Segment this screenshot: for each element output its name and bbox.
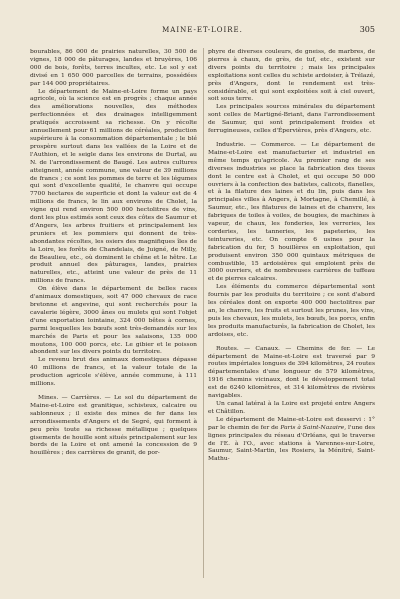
paragraph: bourables, 86 000 de prairies naturelles, 30 500 de vignes, 18 000 de pâturages, landes et bruyères, 106 000 de bois, forêts, terres incultes, etc. Le sol y est divisé en 1 650 000 parcelles de terrains, possédées par 144 000 propriétaires. (30, 48, 197, 87)
page-number: 305 (359, 25, 375, 34)
section-heading-routes: Routes. — Canaux. — Chemins de fer. — (216, 344, 363, 352)
page-header (30, 24, 375, 40)
paragraph-text: Le département de Maine-et-Loire est traversé par 9 routes impériales longues de 394 kilomètres, 24 routes départementales d'une longueur de 579 kilomètres, 1916 chemins vicinaux, dont le développement total est de 6240 kilomètres, et 314 kilomètres de rivières navigables. (208, 344, 375, 400)
paragraph: Les principales sources minérales du département sont celles de Martigné-Briant, dans l'arrondissement de Saumur, qui sont principalement froides et ferrugineuses, celles d'Épervières, près d'Angers, etc. (208, 103, 375, 135)
paragraph-text: , l'une des lignes principales du réseau d'Orléans, qui le traverse de l'E. à l'O., avec stations à Varennes-sur-Loire, Saumur, Saint-Martin, les Rosiers, la Ménitré, Saint-Mathu- (208, 423, 375, 463)
paragraph (208, 416, 375, 463)
section-paragraph-routes (208, 345, 375, 400)
paragraph: Le département de Maine-et-Loire forme un pays agricole, où la science est en progrès ; chaque année des améliorations nouvelles, des méthodes perfectionnées et des drainages intelligemment pratiqués accroissent sa richesse. On y récolte annuellement pour 61 millions de céréales, production supérieure à la consommation départementale ; le blé prospère surtout dans les vallées de la Loire et de l'Authion, et le seigle dans les environs de Durtal, au N. de l'arrondissement de Baugé. Les autres cultures atteignent, année commune, une valeur de 39 millions de francs ; ce sont les pommes de terre et les légumes qui sont d'excellente qualité, le chanvre qui occupe 7700 hectares de superficie et dont la valeur est de 4 millions de francs, le lin aux environs de Cholet, la vigne qui rend environ 500 000 hectolitres de vins, dont les plus estimés sont ceux des côtes de Saumur et d'Angers, les arbres fruitiers et principalement les pruniers et les pommiers qui donnent de très-abondantes récoltes, les osiers des magnifiques îles de la Loire, les forêts de Chandelais, de Juigné, de Milly, de Beaulieu, etc., où dominent le chêne et le hêtre. Le produit annuel des pâturages, landes, prairies naturelles, etc., atteint une valeur de près de 11 millions de francs. (30, 87, 197, 285)
section-paragraph-mines (30, 394, 197, 457)
paragraph: Un canal latéral à la Loire est projeté entre Angers et Châtillon. (208, 399, 375, 415)
paragraph-text: Le sol du département de Maine-et-Loire est granitique, schisteux, calcaire ou sablonneux ; il existe des mines de fer dans les arrondissements d'Angers et de Segré, qui forment à peu près toute sa richesse métallique ; quelques gisements de houille sont situés principalement sur les bords de la Loire et ont amené la concession de 9 houillères ; des carrières de granit, de por- (30, 393, 198, 457)
running-title: MAINE-ET-LOIRE. (162, 26, 243, 34)
section-heading-mines: Mines. — Carrières. — (38, 393, 111, 401)
paragraph: Les éléments du commerce départemental sont fournis par les produits du territoire ; ce sont d'abord les céréales dont on exporte 400 000 hectolitres par an, le chanvre, les fruits et surtout les prunes, les vins, puis les chevaux, les mulets, les bœufs, les porcs, enfin les produits manufacturés, la fabrication de Cholet, les ardoises, etc. (208, 283, 375, 338)
paragraph: phyre de diverses couleurs, de gneiss, de marbres, de pierres à chaux, de grès, de tuf, etc., existent sur divers points du territoire ; mais les principales exploitations sont celles du schiste ardoisier, à Trélazé, près d'Angers, dont le rendement est très-considérable, et qui sont exploitées soit à ciel ouvert, soit sous terre. (208, 48, 375, 103)
right-column (208, 48, 375, 463)
section-heading-industrie: Industrie. — Commerce. — (216, 140, 307, 148)
paragraph-text: Le département de Maine-et-Loire est desservi : 1° par le chemin de fer de (208, 415, 375, 431)
section-paragraph-industrie (208, 141, 375, 283)
railway-line-name: Paris à Saint-Nazaire (280, 423, 345, 431)
paragraph-text: Le département de Maine-et-Loire est manufacturier et industriel en même temps qu'agricole. Au premier rang de ses diverses industries se place la fabrication des tissus dont le centre est à Cholet, et qui occupe 50 000 ouvriers à la confection des batistes, calicots, flanelles, et à la filature des laines et du lin, puis dans les principales villes à Angers, à Mortagne, à Chemillé, à Saumur, etc., les filatures de laines et de chanvre, les fabriques de toiles à voiles, de bougies, de machines à vapeur, de chaux, les fonderies, les verreries, les corderies, les tanneries, les papeteries, les teintureries, etc. On compte 6 usines pour la fabrication du fer, 5 houillères en exploitation, qui produisent environ 350 000 quintaux métriques de combustible, 15 ardoisières qui emploient près de 3000 ouvriers, et de nombreuses carrières de tuffeau et de pierres calcaires. (208, 140, 375, 283)
paragraph: Le revenu brut des animaux domestiques dépasse 40 millions de francs, et la valeur totale de la production agricole s'élève, année commune, à 111 millions. (30, 356, 197, 388)
column-divider (203, 48, 204, 578)
left-column (30, 48, 197, 457)
paragraph: On élève dans le département de belles races d'animaux domestiques, soit 47 000 chevaux de race bretonne et angevine, qui sont recherchés pour la cavalerie légère, 3000 ânes ou mulets qui sont l'objet d'une exportation lointaine, 324 000 bêtes à cornes, parmi lesquelles les bœufs sont très-demandés sur les marchés de Paris et pour les salaisons, 135 000 moutons, 100 000 porcs, etc. Le gibier et le poisson abondent sur les divers points du territoire. (30, 285, 197, 356)
